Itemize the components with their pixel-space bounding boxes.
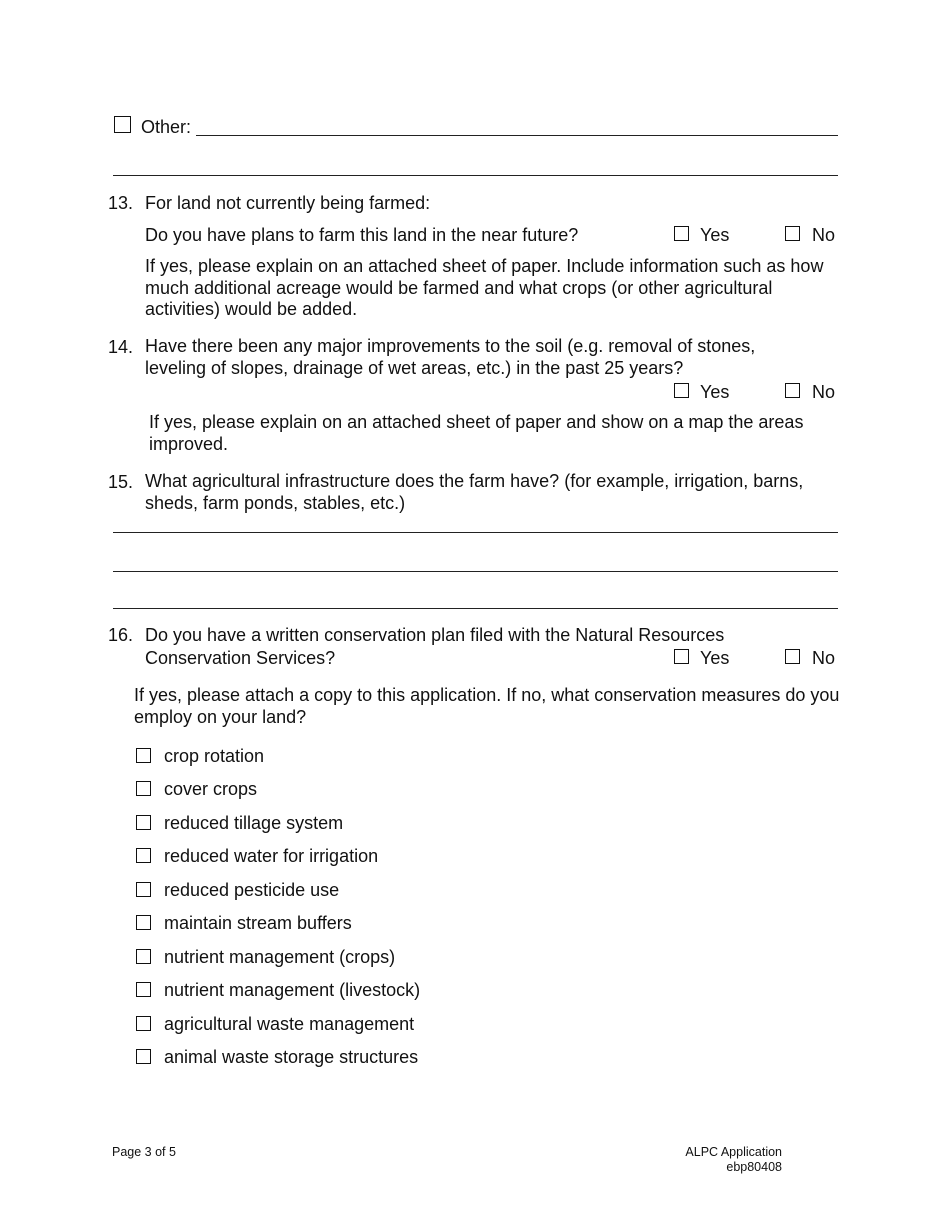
q15-answer-line-1[interactable]: [113, 532, 838, 533]
q14-yes-label: Yes: [700, 382, 730, 402]
q14-no-checkbox[interactable]: [785, 383, 800, 398]
option-label: nutrient management (livestock): [164, 980, 421, 1000]
q16-no-checkbox[interactable]: [785, 649, 800, 664]
q14-question: Have there been any major improvements to the soil (e.g. removal of stones, leveling of slopes, drainage of wet areas, etc.) in the past 25 years?: [145, 336, 756, 378]
option-checkbox[interactable]: [136, 1016, 151, 1031]
option-checkbox[interactable]: [136, 748, 151, 763]
q13-number: 13.: [108, 193, 134, 213]
q16-yes-checkbox[interactable]: [674, 649, 689, 664]
q14-no-label: No: [812, 382, 836, 402]
q13-yes-checkbox[interactable]: [674, 226, 689, 241]
q13-question: Do you have plans to farm this land in the near future?: [145, 225, 579, 245]
q16-no-label: No: [812, 648, 836, 668]
q15-answer-line-2[interactable]: [113, 571, 838, 572]
option-checkbox[interactable]: [136, 781, 151, 796]
q16-number: 16.: [108, 625, 134, 645]
q14-yes-checkbox[interactable]: [674, 383, 689, 398]
option-label: nutrient management (crops): [164, 947, 396, 967]
q15-number: 15.: [108, 472, 134, 492]
option-label: animal waste storage structures: [164, 1047, 419, 1067]
footer-page-number: Page 3 of 5: [112, 1145, 176, 1159]
other-checkbox[interactable]: [114, 116, 131, 133]
q16-yes-label: Yes: [700, 648, 730, 668]
q16-explain: If yes, please attach a copy to this application. If no, what conservation measures do you employ on your land?: [134, 685, 840, 727]
q13-title: For land not currently being farmed:: [145, 193, 431, 213]
q13-explain: If yes, please explain on an attached sheet of paper. Include information such as how much additional acreage would be farmed and what crops (or other agricultural activities) would be added.: [145, 256, 824, 319]
option-checkbox[interactable]: [136, 882, 151, 897]
option-label: agricultural waste management: [164, 1014, 415, 1034]
option-label: crop rotation: [164, 746, 265, 766]
option-label: reduced water for irrigation: [164, 846, 379, 866]
other-label: Other:: [141, 117, 192, 137]
other-input-line-1[interactable]: [196, 135, 838, 136]
footer-form-name: ALPC Application: [685, 1145, 782, 1159]
q14-number: 14.: [108, 337, 134, 357]
option-checkbox[interactable]: [136, 848, 151, 863]
q14-explain: If yes, please explain on an attached sheet of paper and show on a map the areas improved.: [149, 412, 804, 454]
footer-form-code: ebp80408: [726, 1160, 782, 1174]
option-checkbox[interactable]: [136, 982, 151, 997]
option-checkbox[interactable]: [136, 915, 151, 930]
q16-question-line2: Conservation Services?: [145, 648, 336, 668]
option-label: reduced pesticide use: [164, 880, 340, 900]
q13-no-label: No: [812, 225, 836, 245]
option-label: cover crops: [164, 779, 258, 799]
option-label: reduced tillage system: [164, 813, 344, 833]
q15-answer-line-3[interactable]: [113, 608, 838, 609]
option-label: maintain stream buffers: [164, 913, 352, 933]
q15-question: What agricultural infrastructure does the farm have? (for example, irrigation, barns, sheds, farm ponds, stables, etc.): [145, 471, 804, 513]
option-checkbox[interactable]: [136, 815, 151, 830]
q13-no-checkbox[interactable]: [785, 226, 800, 241]
q13-yes-label: Yes: [700, 225, 730, 245]
option-checkbox[interactable]: [136, 1049, 151, 1064]
other-input-line-2[interactable]: [113, 175, 838, 176]
option-checkbox[interactable]: [136, 949, 151, 964]
q16-question-line1: Do you have a written conservation plan filed with the Natural Resources: [145, 625, 725, 645]
